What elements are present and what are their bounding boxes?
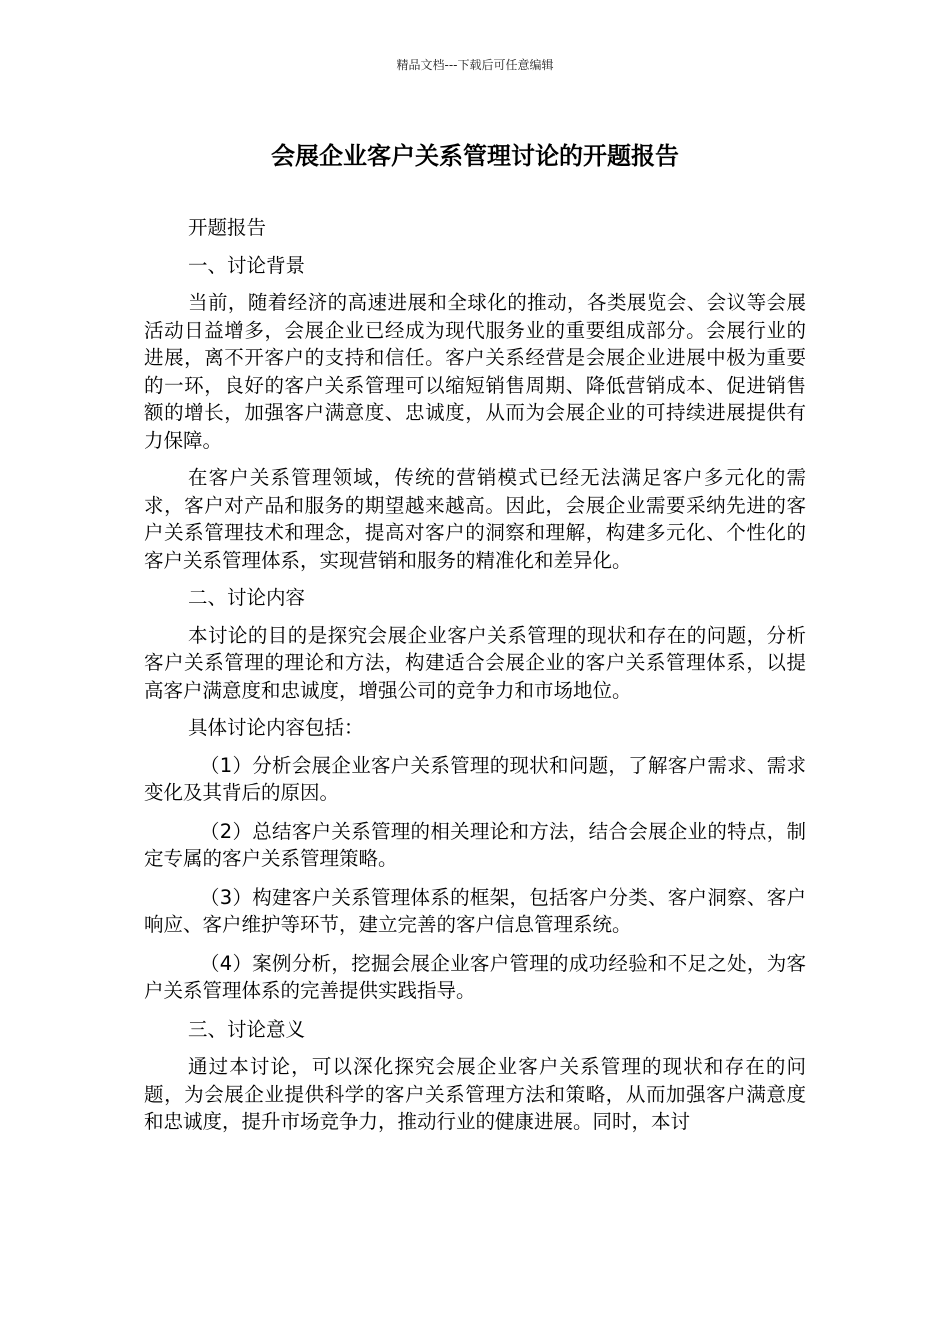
content-list-item-3: （3）构建客户关系管理体系的框架，包括客户分类、客户洞察、客户响应、客户维护等环节，建立完善的客户信息管理系统。: [144, 885, 806, 936]
content-list-item-2: （2）总结客户关系管理的相关理论和方法，结合会展企业的特点，制定专属的客户关系管理策略。: [144, 819, 806, 870]
paragraph-content-purpose: 本讨论的目的是探究会展企业客户关系管理的现状和存在的问题，分析客户关系管理的理论和方法，构建适合会展企业的客户关系管理体系，以提高客户满意度和忠诚度，增强公司的竞争力和市场地位。: [144, 623, 806, 702]
section-heading-content: 二、讨论内容: [188, 586, 306, 609]
document-title: 会展企业客户关系管理讨论的开题报告: [271, 142, 679, 170]
section-heading-significance: 三、讨论意义: [188, 1017, 306, 1041]
content-list-intro: 具体讨论内容包括：: [188, 716, 364, 739]
paragraph-background-1: 当前，随着经济的高速进展和全球化的推动，各类展览会、会议等会展活动日益增多，会展企业已经成为现代服务业的重要组成部分。会展行业的进展，离不开客户的支持和信任。客户关系经营是会展企业进展中极为重要的一环，良好的客户关系管理可以缩短销售周期、降低营销成本、促进销售额的增长，加强客户满意度、忠诚度，从而为会展企业的可持续进展提供有力保障。: [144, 291, 806, 452]
paragraph-background-2: 在客户关系管理领域，传统的营销模式已经无法满足客户多元化的需求，客户对产品和服务的期望越来越高。因此，会展企业需要采纳先进的客户关系管理技术和理念，提高对客户的洞察和理解，构建多元化、个性化的客户关系管理体系，实现营销和服务的精准化和差异化。: [144, 466, 806, 572]
content-list-item-1: （1）分析会展企业客户关系管理的现状和问题，了解客户需求、需求变化及其背后的原因。: [144, 753, 806, 804]
document-body: [144, 214, 806, 1146]
page-header: 精品文档---下载后可任意编辑: [396, 58, 554, 72]
content-list-item-4: （4）案例分析，挖掘会展企业客户管理的成功经验和不足之处，为客户关系管理体系的完善提供实践指导。: [144, 951, 806, 1002]
section-label-report: 开题报告: [188, 216, 267, 239]
paragraph-significance: 通过本讨论，可以深化探究会展企业客户关系管理的现状和存在的问题，为会展企业提供科学的客户关系管理方法和策略，从而加强客户满意度和忠诚度，提升市场竞争力，推动行业的健康进展。同时，本讨: [144, 1055, 806, 1133]
section-heading-background: 一、讨论背景: [188, 253, 306, 277]
